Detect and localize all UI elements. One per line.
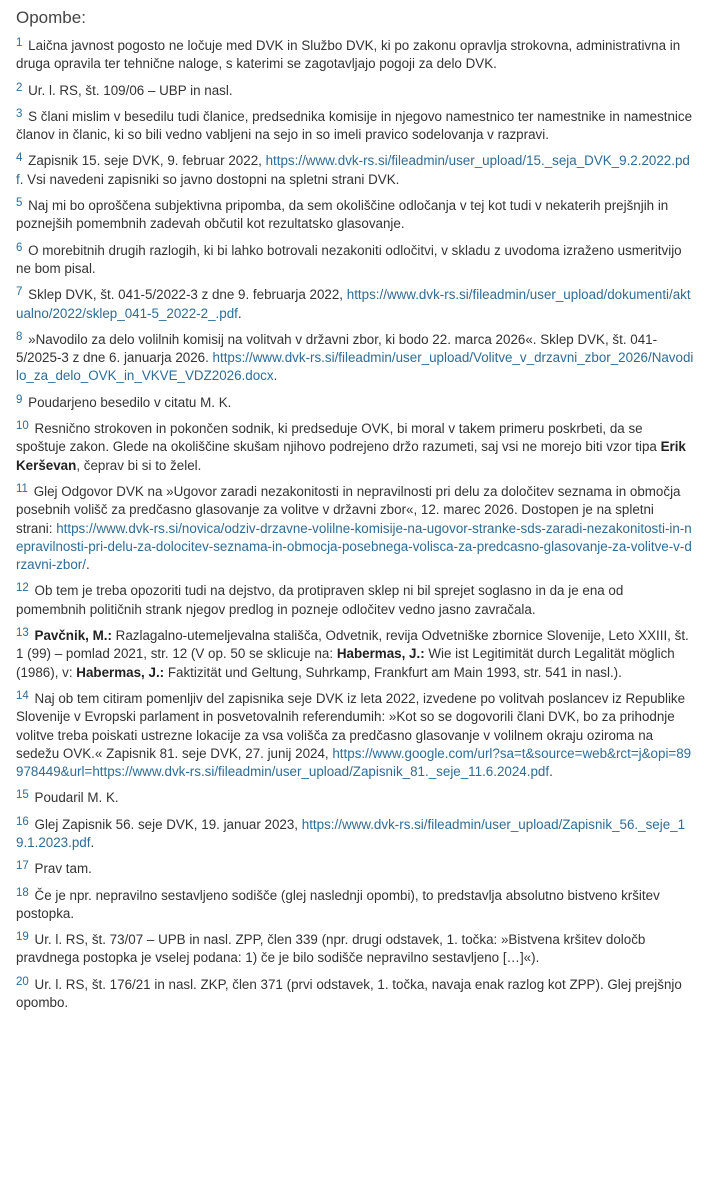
footnote-number[interactable]: 6 [16, 241, 23, 254]
footnote-2 [16, 82, 694, 100]
footnote-text: . [237, 305, 242, 321]
footnote-1 [16, 37, 694, 74]
footnote-number[interactable]: 12 [16, 582, 29, 595]
footnote-link[interactable]: https://www.dvk-rs.si/fileadmin/user_upload/Volitve_v_drzavni_zbor_2026/Navodilo_za_delo_OVK_in_VKVE_VDZ2026.docx [16, 350, 694, 384]
footnote-18 [16, 887, 694, 924]
footnote-link[interactable]: https://www.dvk-rs.si/fileadmin/user_upload/dokumenti/aktualno/2022/sklep_041-5_2022-2_.pdf [16, 287, 691, 321]
footnote-link[interactable]: https://www.dvk-rs.si/fileadmin/user_upload/Zapisnik_56._seje_19.1.2023.pdf [16, 816, 686, 850]
footnotes-list [16, 37, 694, 1012]
footnote-number[interactable]: 16 [16, 815, 29, 828]
author-name: Erik Kerševan [16, 439, 686, 473]
author-name: Pavčnik, M.: [34, 628, 112, 644]
footnote-text: Sklep DVK, št. 041-5/2022-3 z dne 9. februarja 2022, [28, 287, 347, 303]
footnote-link[interactable]: https://www.google.com/url?sa=t&source=web&rct=j&opi=89978449&url=https://www.dvk-rs.si/fileadmin/user_upload/Zapisnik_81._seje_11.6.2024.pdf [16, 745, 692, 780]
footnote-17 [16, 860, 694, 878]
footnote-text: . Vsi navedeni zapisniki so javno dostopni na spletni strani DVK. [19, 171, 400, 187]
footnote-number[interactable]: 18 [16, 886, 29, 899]
footnote-number[interactable]: 2 [16, 81, 23, 94]
footnote-text: Ur. l. RS, št. 109/06 – UBP in nasl. [28, 82, 233, 98]
footnote-text: Resnično strokoven in pokončen sodnik, ki predseduje OVK, bi moral v takem primeru poskrbeti, da se spoštuje zakon. Glede na okoliščine skušam njihovo podrejeno držo razumeti, saj vsi ne morejo biti vzor tipa [16, 421, 661, 455]
footnote-text: Poudarjeno besedilo v citatu M. K. [28, 394, 232, 410]
footnote-number[interactable]: 14 [16, 689, 29, 702]
footnote-text: Če je npr. nepravilno sestavljeno sodišče (glej naslednji opombi), to predstavlja absolutno bistveno kršitev postopka. [16, 887, 660, 921]
footnote-number[interactable]: 1 [16, 37, 23, 49]
footnote-13 [16, 627, 694, 682]
footnote-text: »Navodilo za delo volilnih komisij na volitvah v državni zbor, ki bodo 22. marca 2026«. Sklep DVK, št. 041-5/2025-3 z dne 6. januarja 2026. [16, 331, 658, 366]
footnote-text: Razlagalno-utemeljevalna stališča, Odvetnik, revija Odvetniške zbornice Slovenije, Leto XXIII, št. 1 (99) – pomlad 2021, str. 12 (V op. 50 se sklicuje na: [16, 628, 689, 662]
footnote-4 [16, 152, 694, 189]
footnotes-heading: Opombe: [16, 8, 86, 27]
footnote-text: Faktizität und Geltung, Suhrkamp, Frankfurt am Main 1993, str. 541 in nasl.). [164, 664, 622, 680]
footnote-text: Zapisnik 15. seje DVK, 9. februar 2022, [28, 153, 266, 169]
footnote-number[interactable]: 9 [16, 393, 23, 406]
footnote-number[interactable]: 13 [16, 627, 29, 640]
footnote-text: Laična javnost pogosto ne ločuje med DVK in Službo DVK, ki po zakonu opravlja strokovna, administrativna in druga opravila ter tehnične naloge, s katerimi se zagotavljajo pogoji za delo DVK. [16, 38, 681, 72]
footnote-text: . [549, 764, 553, 780]
footnote-text: Glej Zapisnik 56. seje DVK, 19. januar 2023, [34, 816, 302, 832]
footnote-number[interactable]: 4 [16, 152, 23, 165]
author-name: Habermas, J.: [76, 664, 165, 680]
footnote-number[interactable]: 17 [16, 860, 29, 873]
footnote-link[interactable]: https://www.dvk-rs.si/fileadmin/user_upload/15._seja_DVK_9.2.2022.pdf [16, 153, 690, 187]
footnote-10 [16, 420, 694, 475]
footnote-number[interactable]: 3 [16, 107, 23, 120]
footnote-12 [16, 582, 694, 619]
footnote-11 [16, 483, 694, 574]
footnote-6 [16, 242, 694, 279]
footnote-8 [16, 331, 694, 386]
footnote-9 [16, 394, 694, 412]
footnote-number[interactable]: 8 [16, 330, 23, 343]
footnote-number[interactable]: 10 [16, 420, 29, 433]
footnote-20 [16, 976, 694, 1013]
footnote-text: Naj mi bo oproščena subjektivna pripomba, da sem okoliščine odločanja v tej kot tudi v nekaterih prejšnjih in poznejših pomembnih zadevah občutil kot rezultatsko glasovanje. [16, 198, 669, 232]
footnote-number[interactable]: 19 [16, 931, 29, 944]
footnote-text: . [85, 557, 90, 573]
footnote-text: O morebitnih drugih razlogih, ki bi lahko botrovali nezakoniti odločitvi, v skladu z uvodoma izraženo usmeritvijo ne bom pisal. [16, 242, 682, 276]
footnote-number[interactable]: 20 [16, 975, 29, 988]
footnote-text: , čeprav bi si to želel. [76, 457, 202, 473]
footnote-16 [16, 816, 694, 853]
footnote-3 [16, 108, 694, 145]
footnote-text: Naj ob tem citiram pomenljiv del zapisnika seje DVK iz leta 2022, izvedene po volitvah poslancev iz Republike Slovenije v Evropski parlament in posvetovalnih referendumih: »Kot so se dogovorili člani DVK, bo za prihodnje volitve treba poiskati ustrezne lokacije za vsa volišča za predčasno glasovanje v volilnem okraju oziroma na sedežu OVK.« Zapisnik 81. seje DVK, 27. junij 2024, [16, 690, 686, 761]
footnote-link[interactable]: https://www.dvk-rs.si/novica/odziv-drzavne-volilne-komisije-na-ugovor-stranke-sds-zaradi-nezakonitosti-in-nepravilnosti-pri-delu-za-dolocitev-seznama-in-obmocja-posebnega-volisca-za-predcasno-glasovanje-za-volitve-v-drzavni-zbor/ [16, 520, 692, 573]
footnote-text: Glej Odgovor DVK na »Ugovor zaradi nezakonitosti in nepravilnosti pri delu za določitev seznama in območja posebnih volišč za predčasno glasovanje za volitve v državni zbor«, 12. marec 2026. Dostopen je na spletni strani: [16, 483, 681, 536]
footnote-5 [16, 197, 694, 234]
footnote-number[interactable]: 7 [16, 286, 23, 299]
footnote-text: . [90, 834, 95, 850]
footnote-number[interactable]: 5 [16, 197, 23, 210]
footnote-number[interactable]: 11 [16, 482, 28, 495]
footnote-number[interactable]: 15 [16, 789, 29, 802]
footnote-text: Ur. l. RS, št. 176/21 in nasl. ZKP, člen 371 (prvi odstavek, 1. točka, navaja enak razlog kot ZPP). Glej prejšnjo opombo. [16, 976, 682, 1011]
footnote-text: Wie ist Legitimität durch Legalität möglich (1986), v: [16, 646, 675, 680]
footnote-text: Poudaril M. K. [34, 790, 119, 806]
footnote-19 [16, 931, 694, 968]
footnote-text: S člani mislim v besedilu tudi članice, predsednika komisije in njegovo namestnico ter namestnike in namestnice članov in članic, ki so bili vedno vabljeni na sejo in so imeli pravico sodelovanja v razpravi. [16, 108, 693, 143]
footnote-text: . [273, 368, 278, 384]
footnote-text: Prav tam. [34, 861, 92, 877]
footnote-text: Ur. l. RS, št. 73/07 – UPB in nasl. ZPP, člen 339 (npr. drugi odstavek, 1. točka: »Bistvena kršitev določb pravdnega postopka je vselej podana: 1) če je bilo sodišče nepravilno sestavljeno […]«). [16, 932, 646, 966]
footnote-text: Ob tem je treba opozoriti tudi na dejstvo, da protipraven sklep ni bil sprejet soglasno in da je ena od pomembnih političnih strank njegov predlog in pozneje odločitev vedno jasno zavračala. [16, 583, 624, 617]
author-name: Habermas, J.: [336, 646, 425, 662]
footnote-14 [16, 690, 694, 781]
footnote-15 [16, 789, 694, 807]
footnote-7 [16, 286, 694, 323]
